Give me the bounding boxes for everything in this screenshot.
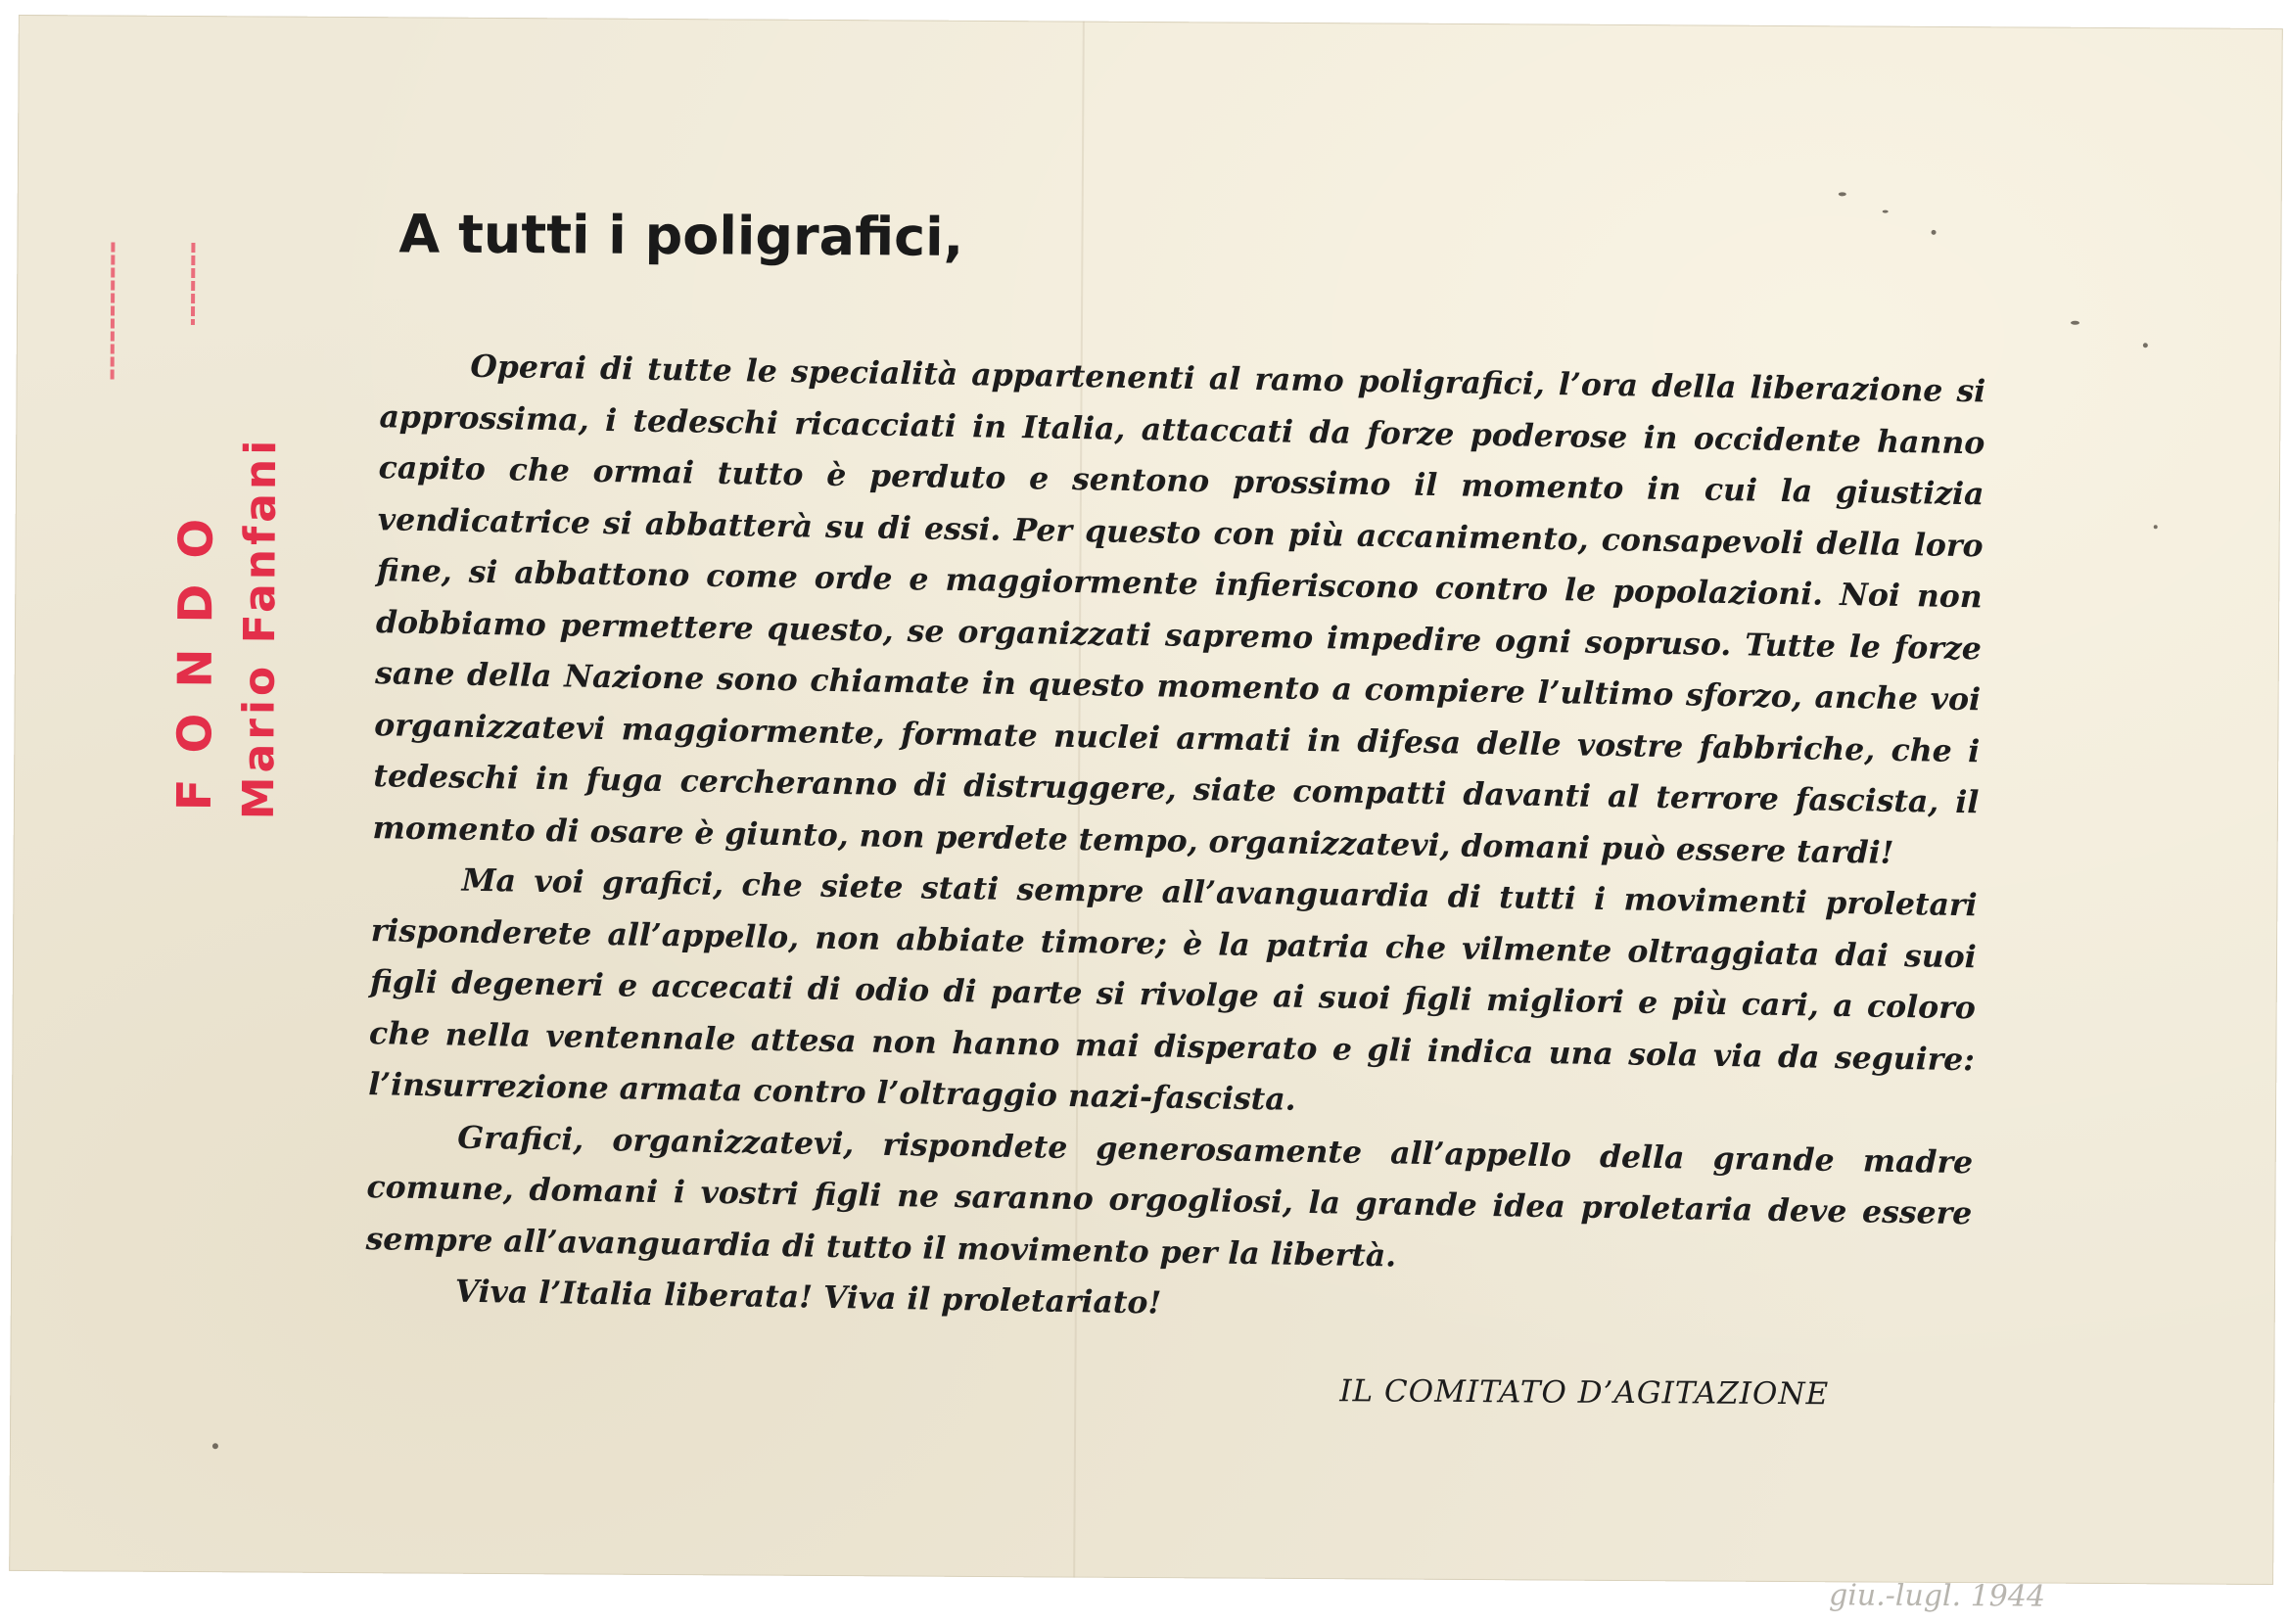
stamp-fondo-label: FONDO [166, 492, 224, 812]
stamp-border-line-left [111, 243, 116, 382]
paper-sheet [9, 15, 2283, 1614]
paper-speck [2154, 525, 2158, 529]
document-title: A tutti i poligrafici, [398, 203, 964, 268]
paper-speck [1883, 210, 1889, 213]
document-signature: IL COMITATO D’AGITAZIONE [1339, 1373, 1830, 1413]
pencil-date-annotation [1825, 1567, 2079, 1618]
body-paragraph-3: Grafici, organizzatevi, rispondete generosamente all’appello della grande madre comune, domani i vostri figli ne saranno orgogliosi, la grande idea proletaria deve essere sempre all’avanguardia di tutto il movimento per la libertà. [365, 1119, 1974, 1275]
paper-speck [1932, 230, 1937, 235]
pencil-date-text: giu.-lugl. 1944 [1828, 1578, 2046, 1614]
body-paragraph-2: Ma voi grafici, che siete stati sempre all’avanguardia di tutti i movimenti proletari risponderete all’appello, non abbiate timore; è la patria che vilmente oltraggiata dai suoi figli degeneri e accecati di odio di parte si rivolge ai suoi figli migliori e più cari, a coloro che nella ventennale attesa non hanno mai disperato e gli indica una sola via da seguire: l’insurrezione armata contro l’oltraggio nazi-fascista. [367, 861, 1978, 1118]
paper-speck [2071, 321, 2079, 325]
paper-speck [212, 1443, 218, 1449]
body-closing-line: Viva l’Italia liberata! Viva il proletariato! [454, 1273, 1162, 1322]
paper-speck [1839, 192, 1846, 196]
paper-speck [2143, 343, 2148, 348]
document-body [364, 340, 1985, 1343]
stamp-collection-name: Mario Fanfani [233, 436, 286, 820]
stamp-border-line-right [191, 243, 196, 325]
body-paragraph-1: Operai di tutte le specialità appartenenti al ramo poligrafici, l’ora della liberazione si approssima, i tedeschi ricacciati in Italia, attaccati da forze poderose in occidente hanno capito che ormai tutto è perduto e sentono prossimo il momento in cui la giustizia vendicatrice si abbatterà su di essi. Per questo con più accanimento, consapevoli della loro fine, si abbattono come orde e maggiormente infieriscono contro le popolazioni. Noi non dobbiamo permettere questo, se organizzati sapremo impedire ogni sopruso. Tutte le forze sane della Nazione sono chiamate in questo momento a compiere l’ultimo sforzo, anche voi organizzatevi maggiormente, formate nuclei armati in difesa delle vostre fabbriche, che i tedeschi in fuga cercheranno di distruggere, siate compatti davanti al terrore fascista, il momento di osare è giunto, non perdete tempo, organizzatevi, domani può essere tardi! [372, 348, 1986, 871]
